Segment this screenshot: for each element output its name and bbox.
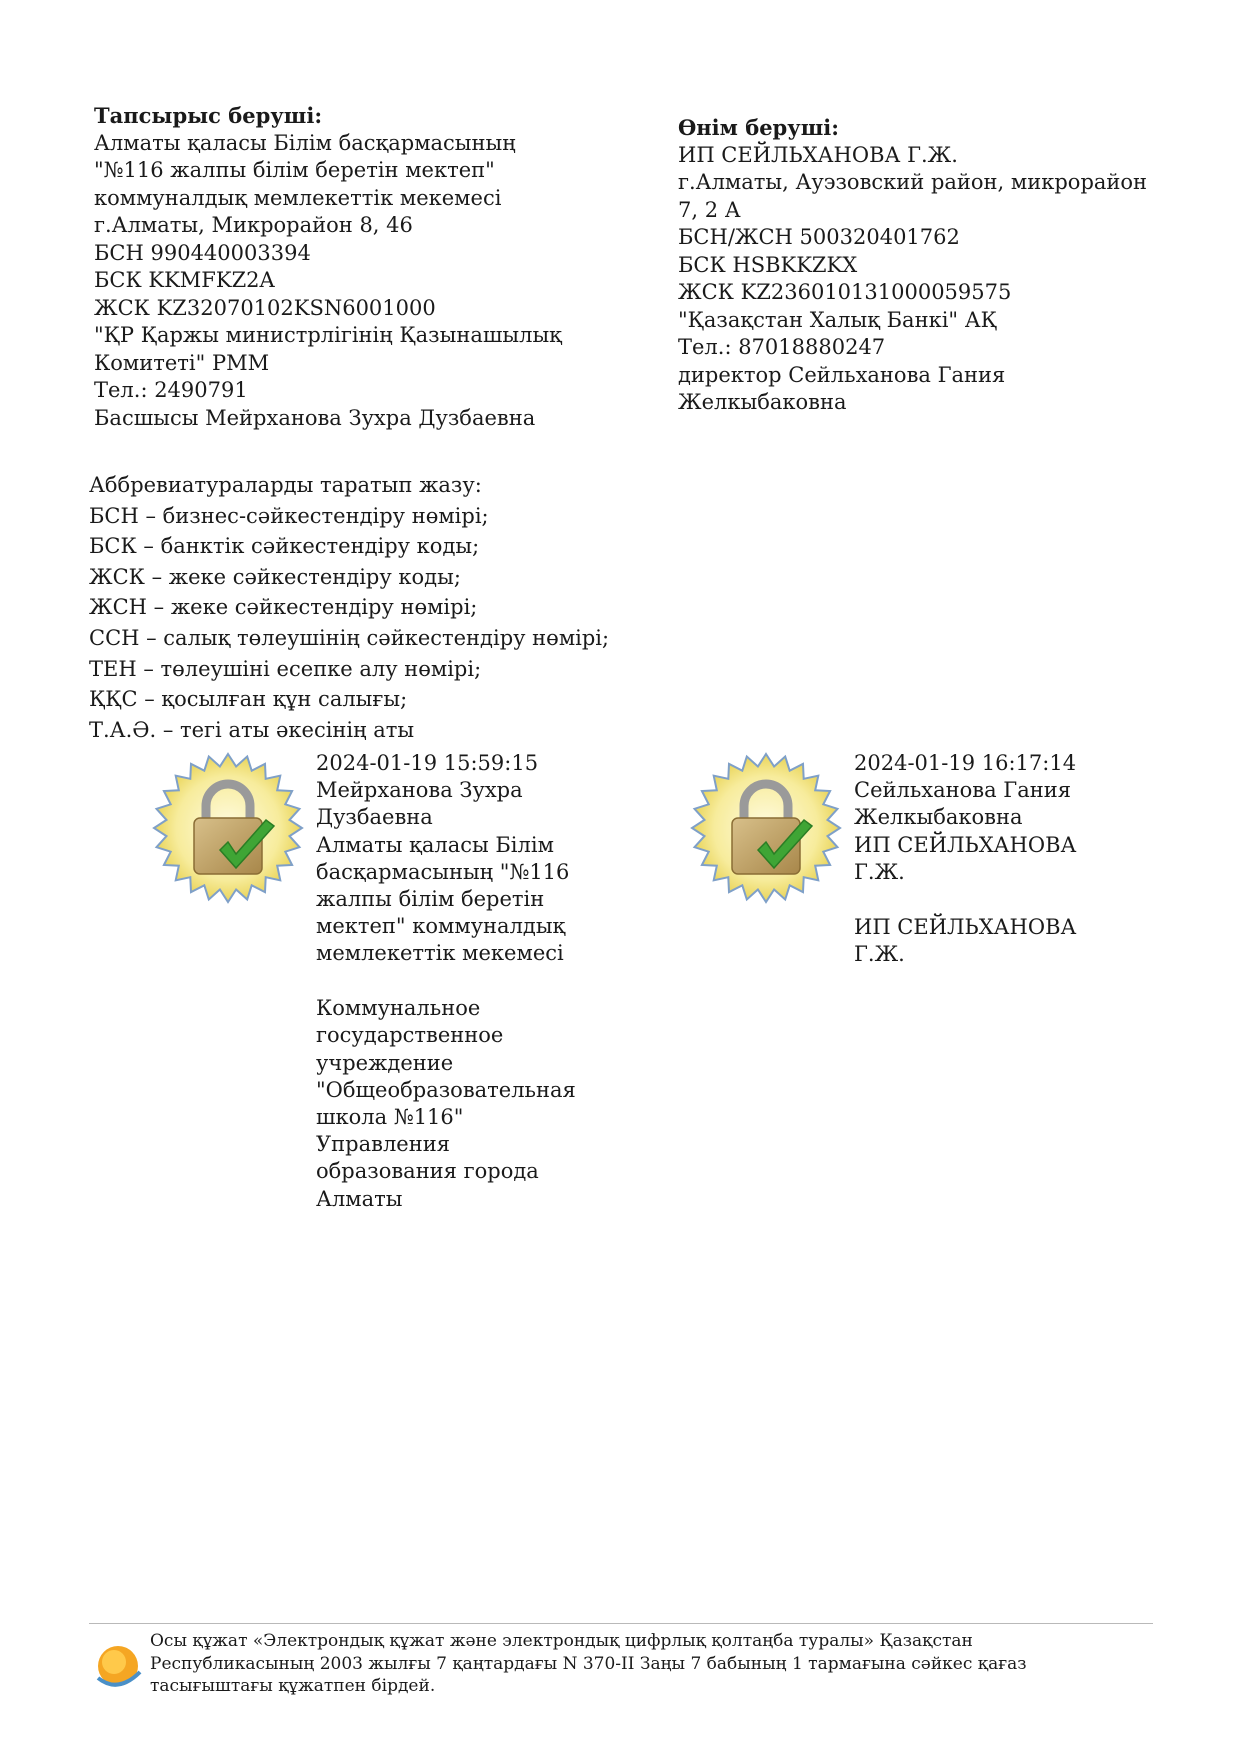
supplier-heading: Өнім беруші: — [678, 115, 839, 140]
signature-line: Желкыбаковна — [854, 805, 1023, 830]
customer-line: "ҚР Қаржы министрлігінің Қазынашылық — [94, 323, 562, 347]
customer-line: Тел.: 2490791 — [94, 378, 248, 402]
abbreviation-item: ТЕН – төлеушіні есепке алу нөмірі; — [89, 656, 482, 681]
signature-timestamp: 2024-01-19 15:59:15 — [316, 751, 539, 775]
footer-line: Осы құжат «Электрондық құжат және электрондық цифрлық қолтаңба туралы» Қазақстан — [150, 1631, 973, 1651]
padlock-checkmark-seal-icon — [150, 750, 306, 906]
supplier-line: БСН/ЖСН 500320401762 — [678, 225, 960, 249]
abbreviations-heading: Аббревиатураларды таратып жазу: — [89, 473, 482, 497]
customer-line: Алматы қаласы Білім басқармасының — [94, 130, 516, 155]
signature-line: Г.Ж. — [854, 941, 905, 966]
abbreviation-item: ЖСК – жеке сәйкестендіру коды; — [89, 564, 461, 589]
supplier-line: 7, 2 А — [678, 197, 741, 222]
signature-details-customer — [316, 750, 616, 1213]
footer-divider — [89, 1623, 1153, 1624]
signature-line: мемлекеттік мекемесі — [316, 941, 564, 966]
supplier-line: Тел.: 87018880247 — [678, 335, 886, 359]
signature-line: Алматы — [316, 1186, 403, 1211]
signature-line: Сейльханова Гания — [854, 778, 1071, 803]
signature-line: Г.Ж. — [854, 859, 905, 884]
customer-line: "№116 жалпы білім беретін мектеп" — [94, 158, 495, 182]
customer-line: ЖСК KZ32070102KSN6001000 — [94, 295, 436, 320]
supplier-line: ЖСК KZ236010131000059575 — [678, 280, 1012, 304]
signature-line: басқармасының "№116 — [316, 859, 570, 884]
signature-line: Коммунальное — [316, 996, 481, 1021]
padlock-checkmark-seal-icon — [688, 750, 844, 906]
supplier-line: БСК HSBKKZKX — [678, 252, 858, 277]
signature-details-supplier — [854, 750, 1154, 968]
supplier-requisites — [678, 114, 1238, 417]
abbreviation-item: БСН – бизнес-сәйкестендіру нөмірі; — [89, 503, 489, 528]
signature-spacer — [854, 886, 1154, 914]
signature-spacer — [316, 968, 616, 996]
customer-line: коммуналдық мемлекеттік мекемесі — [94, 185, 502, 210]
signature-line: Алматы қаласы Білім — [316, 832, 554, 857]
signature-line: Дузбаевна — [316, 805, 433, 830]
customer-requisites — [94, 102, 654, 432]
signature-line: учреждение — [316, 1050, 454, 1075]
customer-line: г.Алматы, Микрорайон 8, 46 — [94, 213, 413, 237]
abbreviation-item: ССН – салық төлеушінің сәйкестендіру нөмірі; — [89, 625, 610, 650]
supplier-line: "Қазақстан Халық Банкі" АҚ — [678, 307, 997, 332]
customer-line: Басшысы Мейрханова Зухра Дузбаевна — [94, 405, 536, 430]
footer-line: Республикасының 2003 жылғы 7 қаңтардағы N 370-II Заңы 7 бабының 1 тармағына сәйкес қағаз — [150, 1653, 1027, 1674]
signature-line: мектеп" коммуналдық — [316, 914, 566, 939]
signature-line: ИП СЕЙЛЬХАНОВА — [854, 832, 1077, 857]
supplier-line: г.Алматы, Ауэзовский район, микрорайон — [678, 170, 1148, 194]
supplier-line: директор Сейльханова Гания — [678, 362, 1006, 387]
abbreviations-list — [89, 470, 729, 745]
footer-line: тасығыштағы құжатпен бірдей. — [150, 1676, 436, 1696]
customer-line: Комитеті" РММ — [94, 350, 270, 375]
signature-line: Управления — [316, 1132, 450, 1157]
signature-timestamp: 2024-01-19 16:17:14 — [854, 751, 1077, 775]
signature-line: школа №116" — [316, 1104, 464, 1129]
customer-heading: Тапсырыс беруші: — [94, 103, 323, 128]
signature-line: образования города — [316, 1159, 539, 1184]
signature-line: ИП СЕЙЛЬХАНОВА — [854, 914, 1077, 939]
supplier-line: Желкыбаковна — [678, 390, 847, 414]
abbreviation-item: ҚҚС – қосылған құн салығы; — [89, 687, 408, 712]
customer-line: БСН 990440003394 — [94, 240, 311, 265]
signature-line: жалпы білім беретін — [316, 887, 545, 912]
signature-line: "Общеобразовательная — [316, 1077, 576, 1102]
footer-legal-note — [150, 1630, 1150, 1698]
supplier-line: ИП СЕЙЛЬХАНОВА Г.Ж. — [678, 142, 958, 167]
abbreviation-item: БСК – банктік сәйкестендіру коды; — [89, 534, 480, 559]
customer-line: БСК KKMFKZ2A — [94, 268, 275, 292]
abbreviation-item: Т.А.Ә. – тегі аты әкесінің аты — [89, 717, 415, 742]
abbreviation-item: ЖСН – жеке сәйкестендіру нөмірі; — [89, 595, 478, 620]
signature-line: государственное — [316, 1023, 504, 1048]
egov-sun-logo-icon — [92, 1642, 144, 1692]
signature-line: Мейрханова Зухра — [316, 778, 523, 803]
